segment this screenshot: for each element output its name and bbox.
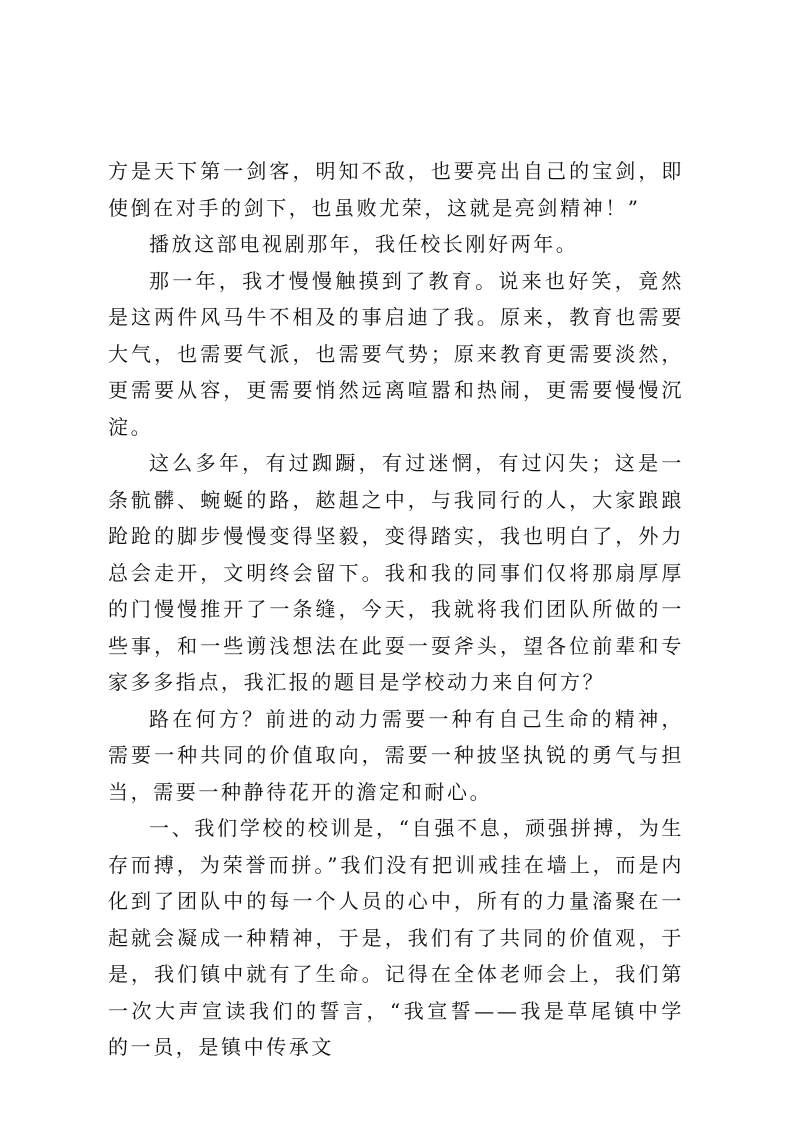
paragraph-2: 播放这部电视剧那年，我任校长刚好两年。 xyxy=(149,232,579,256)
paragraph-3: 那一年，我才慢慢触摸到了教育。说来也好笑，竟然是这两件风马牛不相及的事启迪了我。原来，教育也需要大气，也需要气派，也需要气势；原来教育更需要淡然，更需要从容，更需要悄然远离喧嚣和热闹，更需要慢慢沉淀。 xyxy=(108,268,684,439)
paragraph-5: 路在何方？前进的动力需要一种有自己生命的精神，需要一种共同的价值取向，需要一种披坚执锐的勇气与担当，需要一种静待花开的澹定和耐心。 xyxy=(108,706,684,804)
paragraph-6: 一、我们学校的校训是，“自强不息，顽强拼搏，为生存而搏，为荣誉而拼。”我们没有把训戒挂在墙上，而是内化到了团队中的每一个人员的心中，所有的力量滀聚在一起就会凝成一种精神，于是，我们有了共同的价值观，于是，我们镇中就有了生命。记得在全体老师会上，我们第一次大声宣读我们的誓言，“我宣誓——我是草尾镇中学的一员，是镇中传承文 xyxy=(108,816,684,1059)
paragraph-4: 这么多年，有过踟蹰，有过迷惘，有过闪失；这是一条骯髒、蜿蜒的路，趑趄之中，与我同行的人，大家踉踉跄跄的脚步慢慢变得坚毅，变得踏实，我也明白了，外力总会走开，文明终会留下。我和我的同事们仅将那扇厚厚的门慢慢推开了一条缝，今天，我就将我们团队所做的一些事，和一些谫浅想法在此耍一耍斧头，望各位前辈和专家多多指点，我汇报的题目是学校动力来自何方？ xyxy=(108,451,684,694)
body-text xyxy=(108,153,684,1066)
paragraph-continuation: 方是天下第一剑客，明知不敌，也要亮出自己的宝剑，即使倒在对手的剑下，也虽败尤荣，这就是亮剑精神！” xyxy=(108,159,684,220)
